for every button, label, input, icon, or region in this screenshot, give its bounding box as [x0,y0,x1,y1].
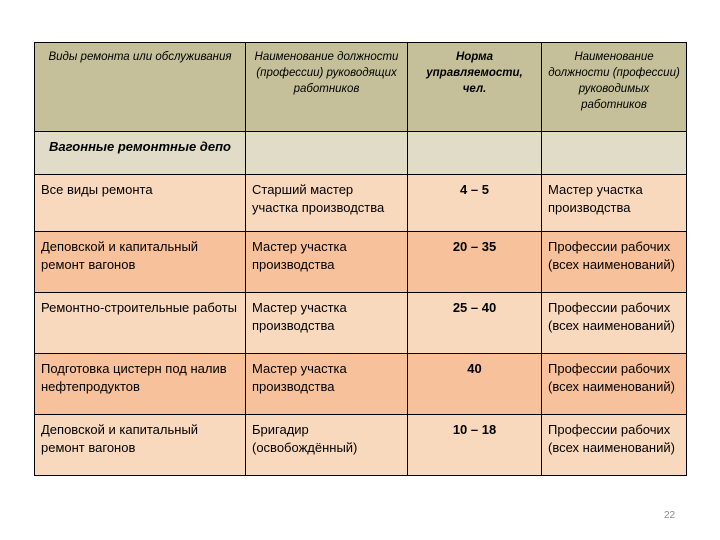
section-empty-cell [246,132,408,175]
subordinates-cell: Мастер участка производства [542,175,687,232]
table-row [35,175,687,232]
section-row [35,132,687,175]
table-row [35,293,687,354]
repair-type-cell: Деповской и капитальный ремонт вагонов [35,232,246,293]
table-row [35,232,687,293]
subordinates-cell: Профессии рабочих (всех наименований) [542,415,687,476]
norms-table [34,42,687,476]
repair-type-cell: Подготовка цистерн под налив нефтепродуктов [35,354,246,415]
header-span-of-control: Норма управляемости, чел. [408,43,542,132]
norm-cell: 4 – 5 [408,175,542,232]
section-title: Вагонные ремонтные депо [35,132,246,175]
norm-cell: 20 – 35 [408,232,542,293]
table-header-row [35,43,687,132]
manager-cell: Мастер участка производства [246,293,408,354]
subordinates-cell: Профессии рабочих (всех наименований) [542,232,687,293]
header-manager-position: Наименование должности (профессии) руководящих работников [246,43,408,132]
manager-cell: Мастер участка производства [246,354,408,415]
manager-cell: Бригадир (освобождённый) [246,415,408,476]
section-empty-cell [408,132,542,175]
repair-type-cell: Деповской и капитальный ремонт вагонов [35,415,246,476]
subordinates-cell: Профессии рабочих (всех наименований) [542,354,687,415]
table-row [35,354,687,415]
header-repair-types: Виды ремонта или обслуживания [35,43,246,132]
norm-cell: 25 – 40 [408,293,542,354]
norm-cell: 40 [408,354,542,415]
repair-type-cell: Ремонтно-строительные работы [35,293,246,354]
manager-cell: Старший мастер участка производства [246,175,408,232]
table-row [35,415,687,476]
page-number: 22 [664,510,676,521]
repair-type-cell: Все виды ремонта [35,175,246,232]
subordinates-cell: Профессии рабочих (всех наименований) [542,293,687,354]
manager-cell: Мастер участка производства [246,232,408,293]
section-empty-cell [542,132,687,175]
header-subordinate-position: Наименование должности (профессии) руководимых работников [542,43,687,132]
norm-cell: 10 – 18 [408,415,542,476]
